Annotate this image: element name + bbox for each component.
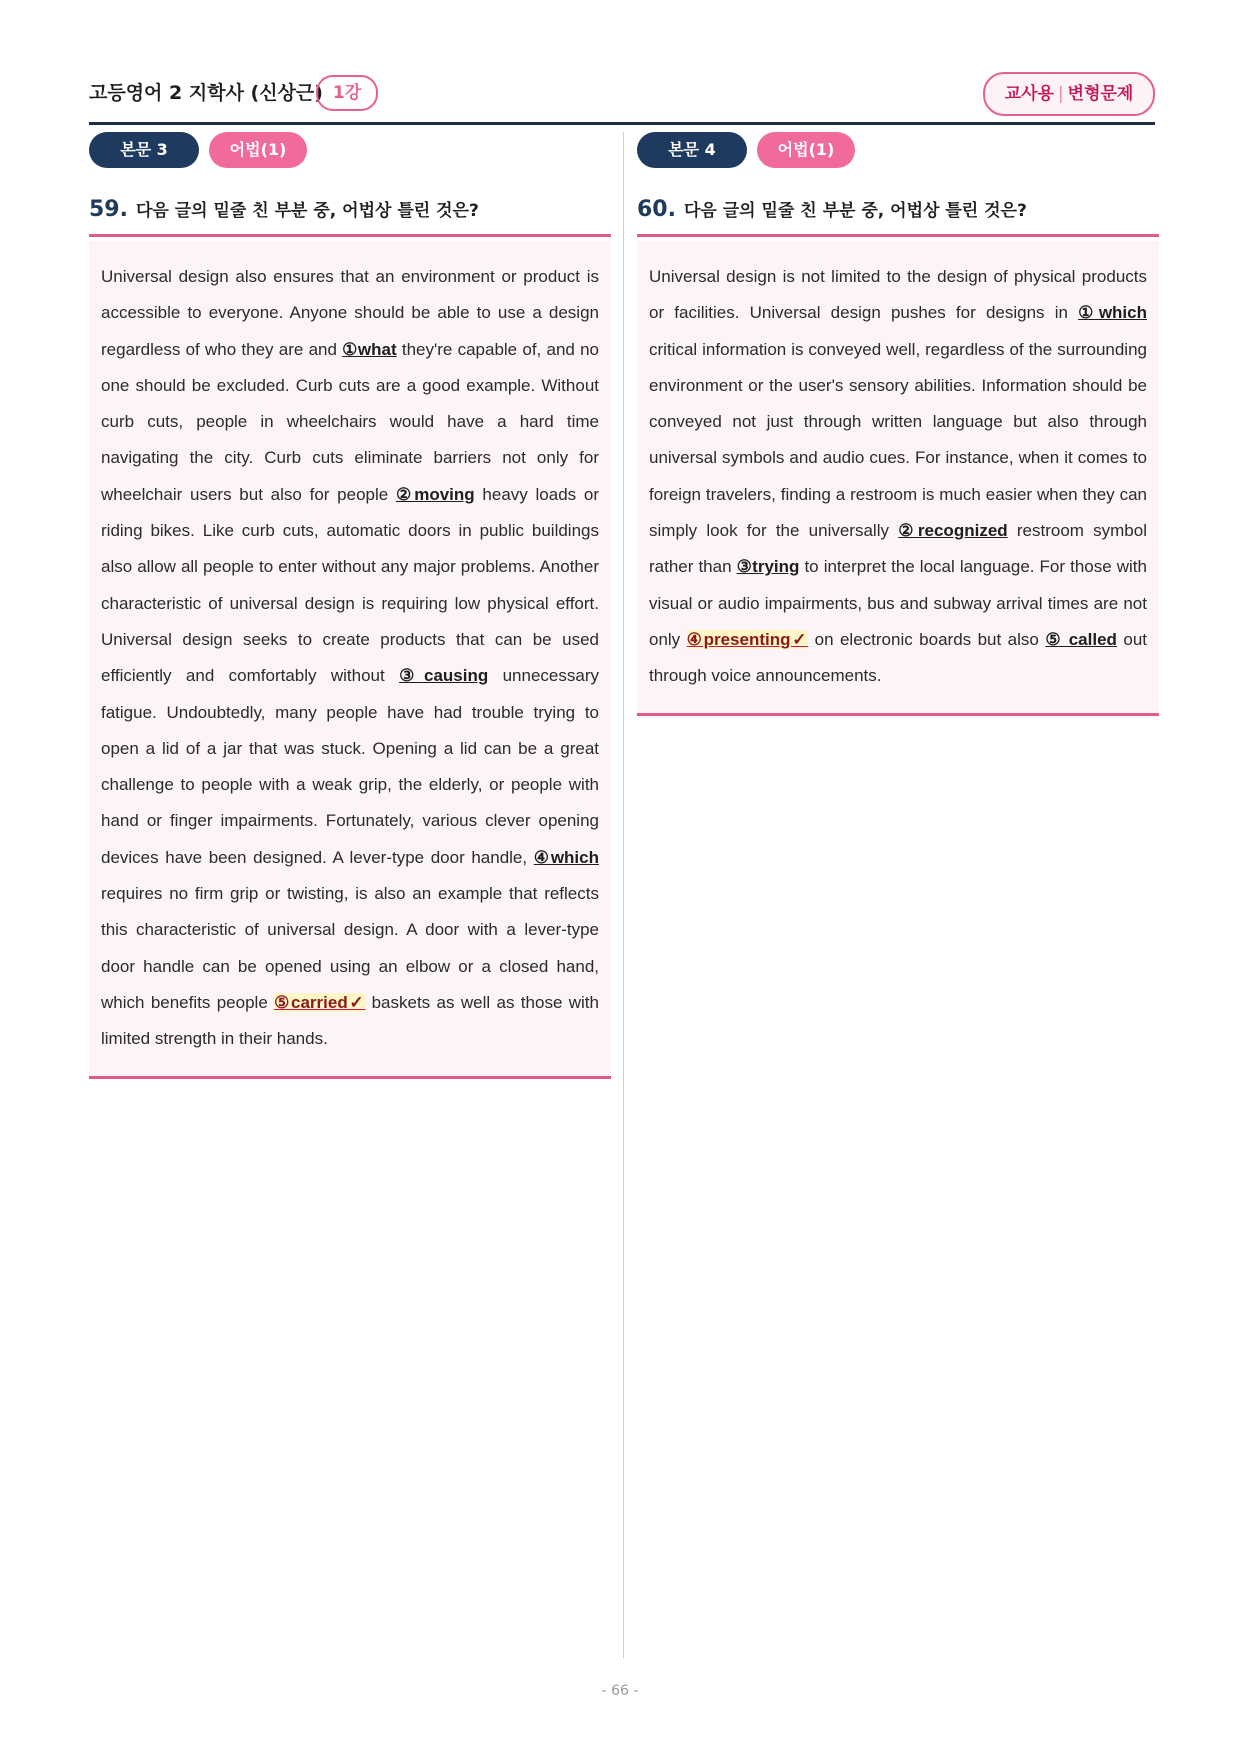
question-number: 59. xyxy=(89,197,128,222)
page-number: - 66 - xyxy=(601,1683,639,1699)
role-label: 교사용 xyxy=(1004,84,1054,104)
option-4: ④which xyxy=(533,847,599,867)
question-60 xyxy=(637,196,1159,237)
option-2: ②recognized xyxy=(898,521,1008,541)
passage-tag: 본문 3 xyxy=(89,132,199,168)
passage-text: to interpret the local language. For those with visual or audio impairments, bus and subway arrival times are not only xyxy=(649,557,1147,649)
role-separator: | xyxy=(1057,84,1064,104)
passage-text: out through voice announcements. xyxy=(649,629,1147,686)
question-60-column xyxy=(637,132,1159,686)
column-divider xyxy=(623,132,624,1658)
option-2: ②moving xyxy=(395,484,475,504)
passage-text: restroom symbol rather than xyxy=(649,521,1147,577)
passage-text: they're capable of, and no one should be excluded. Curb cuts are a good example. Without curb cuts, people in wheelchairs would have a hard time navigating the city. Curb cuts eliminate barriers not only for wheelchair users but also for people xyxy=(101,339,599,504)
passage-text: Universal design also ensures that an environment or product is accessible to everyone. Anyone should be able to use a design regardless of who they are and xyxy=(101,267,599,359)
passage-text: heavy loads or riding bikes. Like curb cuts, automatic doors in public buildings also allow all people to enter without any major problems. Another characteristic of universal design is requiring low physical effort. Universal design seeks to create products that can be used efficiently and comfortably without xyxy=(101,484,599,686)
option-3: ③causing xyxy=(399,666,489,686)
passage-text: Universal design is not limited to the design of physical products or facilities. Universal design pushes for designs in xyxy=(649,267,1147,323)
passage-text: critical information is conveyed well, regardless of the surrounding environment or the user's sensory abilities. Information should be conveyed not just through written language but also through universal symbols and audio cues. For instance, when it comes to foreign travelers, finding a restroom is much easier when they can simply look for the universally xyxy=(649,339,1147,541)
option-1: ①which xyxy=(1078,303,1147,323)
passage-tag: 본문 4 xyxy=(637,132,747,168)
lesson-badge: 1강 xyxy=(316,75,378,111)
passage-box xyxy=(637,241,1159,716)
question-59 xyxy=(89,196,611,237)
passage-text: on electronic boards but also xyxy=(808,629,1046,649)
question-text: 다음 글의 밑줄 친 부분 중, 어법상 틀린 것은? xyxy=(683,201,1027,221)
page-header xyxy=(89,72,1155,125)
passage-text: baskets as well as those with limited strength in their hands. xyxy=(101,992,599,1049)
question-59-column xyxy=(89,132,611,1049)
type-label: 변형문제 xyxy=(1067,84,1134,104)
option-3: ③trying xyxy=(736,557,800,577)
answer-option-5: ⑤carried✓ xyxy=(274,992,366,1012)
tag-row xyxy=(637,132,1159,170)
passage-text: unnecessary fatigue. Undoubtedly, many people have had trouble trying to open a lid of a jar that was stuck. Opening a lid can be a great challenge to people with a weak grip, the elderly, or people with hand or finger impairments. Fortunately, various clever opening devices have been designed. A lever-type door handle, xyxy=(101,666,599,867)
tag-row xyxy=(89,132,611,170)
question-number: 60. xyxy=(637,197,676,222)
option-5: ⑤ called xyxy=(1045,629,1117,649)
option-1: ①what xyxy=(342,339,397,359)
document-title: 고등영어 2 지학사 (신상근) xyxy=(89,82,323,104)
teacher-version-badge xyxy=(983,72,1155,116)
passage-text: requires no firm grip or twisting, is also an example that reflects this characteristic of universal design. A door with a lever-type door handle can be opened using an elbow or a closed hand, which benefits people xyxy=(101,884,599,1012)
question-text: 다음 글의 밑줄 친 부분 중, 어법상 틀린 것은? xyxy=(135,201,479,221)
grammar-tag: 어법(1) xyxy=(209,132,307,168)
answer-option-4: ④presenting✓ xyxy=(686,629,809,649)
passage-box xyxy=(89,241,611,1079)
grammar-tag: 어법(1) xyxy=(757,132,855,168)
